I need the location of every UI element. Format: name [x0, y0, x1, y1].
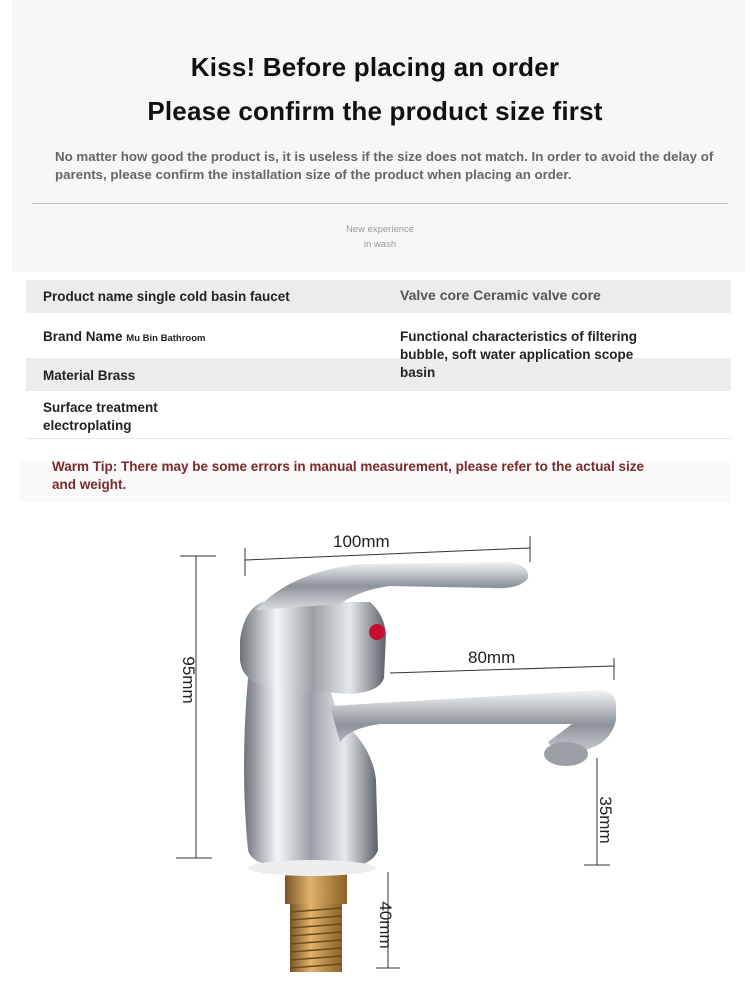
dim-label-spout-length: 80mm — [468, 648, 516, 667]
spec-material: Material Brass — [43, 368, 136, 383]
spec-table-rule — [26, 438, 731, 439]
spec-valve-core: Valve core Ceramic valve core — [400, 287, 601, 303]
spec-functional: Functional characteristics of filtering bubble, soft water application scope basin — [400, 329, 638, 380]
spec-brand — [43, 328, 205, 348]
aerator — [544, 742, 588, 766]
dim-label-spout-height: 35mm — [596, 796, 615, 844]
divider — [32, 203, 728, 204]
tagline-line-2: in wash — [363, 239, 397, 250]
spec-brand-label: Brand Name — [43, 329, 123, 344]
warm-tip: Warm Tip: There may be some errors in manual measurement, please refer to the actual size and weight. — [52, 459, 644, 492]
faucet-base-ring — [248, 860, 376, 876]
spec-product-name: Product name single cold basin faucet — [43, 289, 290, 304]
dim-label-width: 100mm — [333, 532, 390, 551]
faucet-lever — [256, 562, 528, 610]
dim-label-height: 95mm — [179, 656, 198, 704]
headline-line-2: Please confirm the product size first — [147, 96, 603, 126]
spec-brand-value: Mu Bin Bathroom — [126, 333, 206, 344]
brass-thread — [290, 904, 342, 972]
spec-surface: Surface treatment electroplating — [43, 400, 158, 433]
intro-text: No matter how good the product is, it is useless if the size does not match. In order to avoid the delay of parents, please confirm the installation size of the product when placing an order. — [55, 149, 714, 182]
faucet-cap — [240, 602, 386, 694]
headline-line-1: Kiss! Before placing an order — [190, 52, 560, 82]
tagline — [330, 222, 430, 252]
tagline-line-1: New experience — [345, 224, 415, 235]
dim-label-thread-length: 40mm — [376, 901, 395, 949]
hot-cold-indicator — [369, 624, 385, 640]
